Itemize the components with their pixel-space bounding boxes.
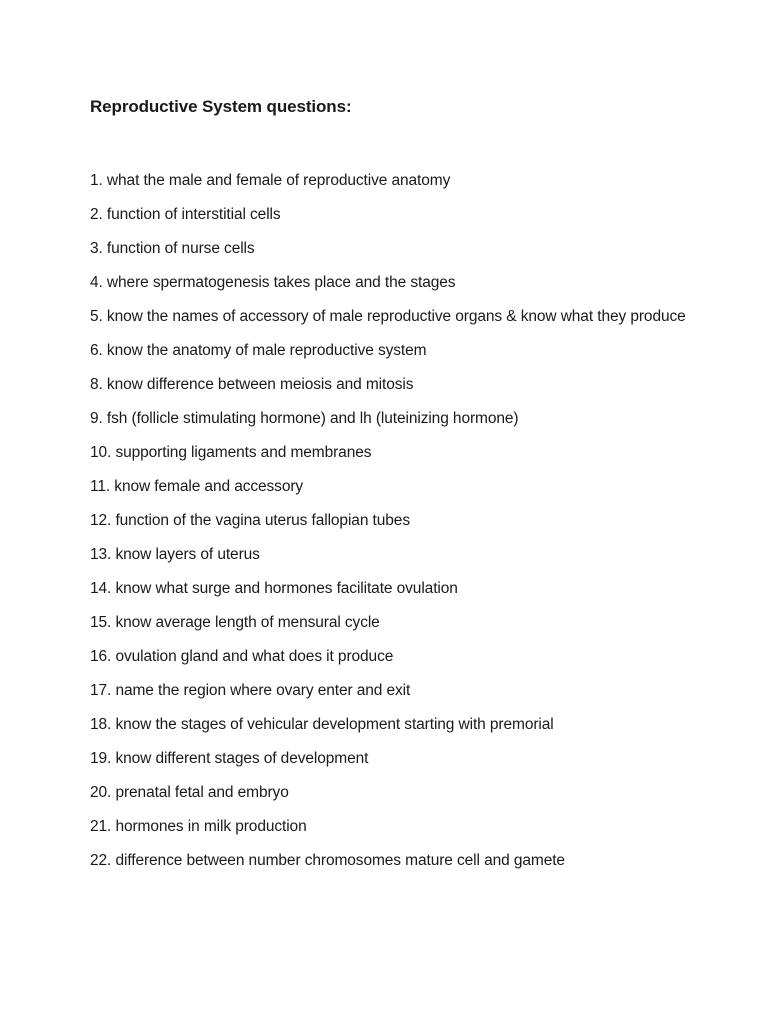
question-item: 14. know what surge and hormones facilitate ovulation bbox=[90, 580, 458, 597]
question-item: 5. know the names of accessory of male reproductive organs & know what they produce bbox=[90, 308, 686, 325]
question-item: 17. name the region where ovary enter and exit bbox=[90, 682, 411, 699]
question-item: 22. difference between number chromosomes mature cell and gamete bbox=[90, 852, 565, 869]
question-item: 2. function of interstitial cells bbox=[90, 206, 281, 223]
question-item: 10. supporting ligaments and membranes bbox=[90, 444, 372, 461]
question-item: 18. know the stages of vehicular development starting with premorial bbox=[90, 716, 554, 733]
question-item: 3. function of nurse cells bbox=[90, 240, 255, 257]
question-item: 19. know different stages of development bbox=[90, 750, 369, 767]
question-item: 11. know female and accessory bbox=[90, 478, 304, 495]
question-item: 15. know average length of mensural cycle bbox=[90, 614, 380, 631]
question-item: 8. know difference between meiosis and mitosis bbox=[90, 376, 414, 393]
question-item: 9. fsh (follicle stimulating hormone) and lh (luteinizing hormone) bbox=[90, 410, 519, 427]
question-item: 4. where spermatogenesis takes place and the stages bbox=[90, 274, 456, 291]
question-item: 20. prenatal fetal and embryo bbox=[90, 784, 289, 801]
question-item: 16. ovulation gland and what does it produce bbox=[90, 648, 394, 665]
question-item: 1. what the male and female of reproductive anatomy bbox=[90, 172, 451, 189]
question-item: 12. function of the vagina uterus fallopian tubes bbox=[90, 512, 410, 529]
question-list bbox=[90, 169, 690, 883]
question-item: 6. know the anatomy of male reproductive system bbox=[90, 342, 427, 359]
question-item: 21. hormones in milk production bbox=[90, 818, 307, 835]
question-item: 13. know layers of uterus bbox=[90, 546, 260, 563]
document-title: Reproductive System questions: bbox=[90, 97, 352, 116]
